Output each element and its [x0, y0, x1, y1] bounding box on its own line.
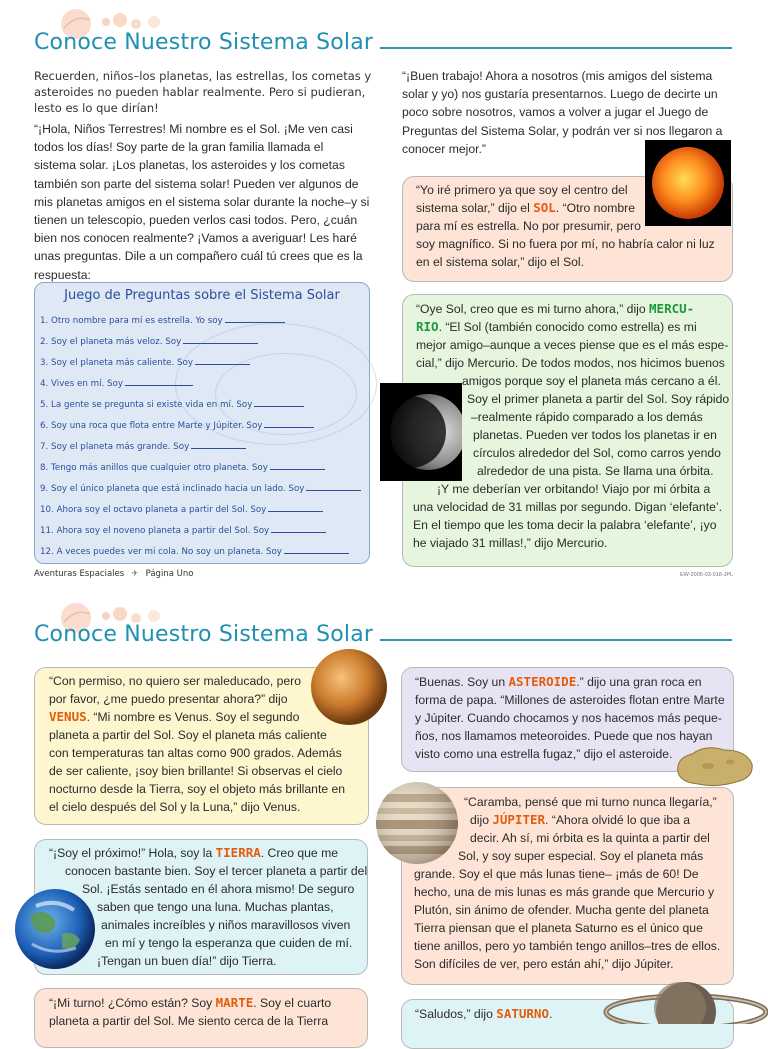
mercury-image — [380, 383, 462, 481]
mercurio-line — [416, 318, 697, 336]
quiz-question — [40, 440, 246, 452]
intro-line: lesto es lo que dirían! — [34, 101, 159, 115]
sun-speech-line: unas preguntas. Dile a un compañero cuál tú crees que es la — [34, 249, 363, 264]
sol-line-text: . “Otro nombre — [555, 201, 636, 215]
footer-code: EW-2005-03-018-JPL — [680, 572, 734, 578]
title-underline — [380, 639, 732, 641]
tierra-line: en mí y tengo la esperanza que cuiden de mí. — [105, 936, 353, 950]
jupiter-line: Son difíciles de ver, pero están ahí,” dijo Júpiter. — [414, 957, 674, 971]
asteroide-name: ASTEROIDE — [508, 674, 577, 689]
jupiter-line: decir. Ah sí, mi órbita es la quinta a partir del — [470, 831, 710, 845]
marte-speech-box — [34, 988, 368, 1048]
quiz-question — [40, 335, 258, 347]
mercurio-line: ¡Y me deberían ver orbitando! Viajo por mi órbita a — [437, 482, 711, 496]
quiz-question-text: 6. Soy una roca que flota entre Marte y Júpiter. Soy — [40, 421, 263, 431]
quiz-question — [40, 503, 323, 515]
mercurio-line: Soy el primer planeta a partir del Sol. Soy rápido — [467, 392, 730, 406]
quiz-question — [40, 545, 349, 557]
sun-speech-line: bien nos conocen realmente? ¡Vamos a averiguar! Les haré — [34, 231, 357, 246]
venus-name: VENUS — [49, 709, 87, 724]
saturn-image — [598, 978, 768, 1024]
friends-intro-line: poco sobre nosotros, vamos a volver a jugar el Juego de — [402, 105, 709, 120]
quiz-question — [40, 419, 314, 431]
saturno-line — [415, 1005, 552, 1023]
page-title: Conoce Nuestro Sistema Solar — [34, 622, 374, 647]
marte-line — [49, 994, 331, 1012]
jupiter-line: tiene anillos, pero yo también tengo anillos–tres de ellos. — [414, 939, 721, 953]
venus-line: con temperaturas tan altas como 900 grados. Además — [49, 746, 342, 760]
intro-line: Recuerden, niños–los planetas, las estrellas, los cometas y — [34, 69, 372, 83]
tierra-line: animales increíbles y niños maravillosos viven — [101, 918, 351, 932]
answer-blank[interactable] — [191, 440, 246, 449]
jupiter-line: Plutón, sin ánimo de ofender. Mucha gente del planeta — [414, 903, 709, 917]
mercurio-line: –realmente rápido comparado a los demás — [471, 410, 703, 424]
footer — [34, 569, 193, 579]
sun-speech-line: respuesta: — [34, 267, 91, 282]
tierra-name: TIERRA — [215, 845, 261, 860]
sol-line-text: sistema solar,” dijo el — [416, 201, 534, 215]
asteroid-image — [672, 742, 756, 788]
sun-image — [645, 140, 731, 226]
jupiter-line: hecho, una de mis lunas es más grande que Mercurio y — [414, 885, 715, 899]
quiz-question-text: 5. La gente se pregunta si existe vida en mí. Soy — [40, 400, 253, 410]
answer-blank[interactable] — [268, 503, 323, 512]
jupiter-line: Tierra piensan que el planeta Saturno es el único que — [414, 921, 703, 935]
tierra-line: Sol. ¡Estás sentado en él ahora mismo! De seguro — [82, 882, 355, 896]
quiz-question-text: 7. Soy el planeta más grande. Soy — [40, 442, 190, 452]
answer-blank[interactable] — [284, 545, 349, 554]
venus-line — [49, 708, 299, 726]
mercurio-line: mejor amigo–aunque a veces piense que es el más espe- — [416, 338, 729, 352]
earth-image — [12, 886, 98, 972]
venus-line-text: . “Mi nombre es Venus. Soy el segundo — [86, 710, 300, 724]
quiz-title: Juego de Preguntas sobre el Sistema Solar — [64, 288, 340, 303]
quiz-question — [40, 377, 193, 389]
sol-line: soy magnífico. Si no fuera por mí, no habría calor ni luz — [416, 237, 715, 251]
venus-line: nocturno desde la Tierra, soy el objeto más brillante en — [49, 782, 346, 796]
venus-line: de ser caliente, ¡soy bien brillante! Si observas el cielo — [49, 764, 343, 778]
quiz-question — [40, 524, 326, 536]
sol-line: “Yo iré primero ya que soy el centro del — [416, 183, 628, 197]
footer-series: Aventuras Espaciales — [34, 569, 125, 579]
jupiter-line-text: . “Ahora olvidé lo que iba a — [545, 813, 691, 827]
mercurio-line: planetas. Pueden ver todos los planetas ir en — [473, 428, 717, 442]
asteroide-line-text: “Buenas. Soy un — [415, 675, 509, 689]
answer-blank[interactable] — [125, 377, 193, 386]
sol-line: para mí es estrella. No por presumir, pero — [416, 219, 641, 233]
friends-intro-line: “¡Buen trabajo! Ahora a nosotros (mis amigos del sistema — [402, 69, 713, 83]
marte-line-text: “¡Mi turno! ¿Cómo están? Soy — [49, 996, 216, 1010]
mercurio-line — [416, 300, 694, 318]
mercurio-line: En el tiempo que les toma decir la palabra ‘elefante’, ¡yo — [413, 518, 717, 532]
mercurio-line: cial,” dijo Mercurio. De todos modos, nos hicimos buenos — [416, 356, 725, 370]
friends-intro-line: solar y yo) nos gustaría presentarnos. Luego de decirte un — [402, 87, 718, 102]
marte-line: planeta a partir del Sol. Me siento cerca de la Tierra — [49, 1014, 329, 1028]
sun-speech-line: “¡Hola, Niños Terrestres! Mi nombre es el Sol. ¡Me ven casi — [34, 122, 353, 136]
sol-line: en el sistema solar,” dijo el Sol. — [416, 255, 584, 269]
quiz-question-text: 8. Tengo más anillos que cualquier otro planeta. Soy — [40, 463, 268, 473]
quiz-question-text: 3. Soy el planeta más caliente. Soy — [40, 358, 193, 368]
answer-blank[interactable] — [225, 314, 285, 323]
mercurio-name: RIO — [416, 319, 439, 334]
answer-blank[interactable] — [264, 419, 314, 428]
jupiter-line — [470, 811, 690, 829]
satellite-icon: ✈ — [131, 569, 139, 579]
quiz-question-text: 9. Soy el único planeta que está inclinado hacia un lado. Soy — [40, 484, 305, 494]
answer-blank[interactable] — [271, 524, 326, 533]
mercurio-line: he viajado 31 millas!,” dijo Mercurio. — [413, 536, 608, 550]
tierra-line: conocen bastante bien. Soy el tercer planeta a partir del — [65, 864, 368, 878]
jupiter-name: JÚPITER — [492, 812, 546, 827]
marte-line-text: . Soy el cuarto — [253, 996, 332, 1010]
answer-blank[interactable] — [254, 398, 304, 407]
asteroide-line: forma de papa. “Millones de asteroides flotan entre Marte — [415, 693, 725, 707]
asteroide-line: visto como una estrella fugaz,” dijo el asteroide. — [415, 747, 673, 761]
mercurio-line: una velocidad de 31 millas por segundo. Digan ‘elefante’. — [413, 500, 722, 514]
friends-intro-line: Preguntas del Sistema Solar, y podrán ver si nos llegaron a — [402, 123, 723, 138]
mercurio-line-text: “Oye Sol, creo que es mi turno ahora,” dijo — [416, 302, 650, 316]
asteroide-line-text: .” dijo una gran roca en — [576, 675, 702, 689]
quiz-question — [40, 314, 285, 326]
asteroide-line — [415, 673, 702, 691]
sol-line — [416, 199, 635, 217]
saturno-name: SATURNO — [496, 1006, 549, 1021]
jupiter-line-text: dijo — [470, 813, 493, 827]
sun-speech-line: también son parte del sistema solar! Pueden ver algunos de — [34, 176, 359, 191]
venus-image — [309, 647, 389, 727]
quiz-question-text: 10. Ahora soy el octavo planeta a partir del Sol. Soy — [40, 505, 267, 515]
tierra-line-text: . Creo que me — [260, 846, 339, 860]
quiz-question-text: 11. Ahora soy el noveno planeta a partir del Sol. Soy — [40, 526, 270, 536]
asteroide-line: ños, nos llamamos meteoroides. Puede que nos hayan — [415, 729, 713, 743]
friends-intro-line: conocer mejor.” — [402, 141, 486, 156]
mercurio-line-text: . “El Sol (también conocido como estrella) es mi — [438, 320, 697, 334]
mercurio-line: alrededor de una pista. Se llama una órbita. — [477, 464, 714, 478]
quiz-question-text: 4. Vives en mí. Soy — [40, 379, 123, 389]
jupiter-image — [374, 780, 460, 866]
saturno-line-text: . — [548, 1007, 553, 1021]
tierra-line: saben que tengo una luna. Muchas plantas, — [97, 900, 334, 914]
quiz-question-text: 1. Otro nombre para mí es estrella. Yo soy — [40, 316, 223, 326]
jupiter-line: Sol, y soy super especial. Soy el planeta más — [458, 849, 704, 863]
asteroide-line: y Júpiter. Cuando chocamos y nos hacemos más peque- — [415, 711, 722, 725]
sun-speech — [34, 120, 379, 284]
intro-text — [34, 68, 384, 116]
quiz-question — [40, 398, 304, 410]
answer-blank[interactable] — [183, 335, 258, 344]
title-underline — [380, 47, 732, 49]
marte-name: MARTE — [215, 995, 254, 1010]
footer-page: Página Uno — [145, 569, 194, 579]
tierra-line: ¡Tengan un buen día!” dijo Tierra. — [97, 954, 277, 968]
saturno-line-text: “Saludos,” dijo — [415, 1007, 497, 1021]
sun-speech-line: mis planetas amigos en el sistema solar durante la noche–y si — [34, 194, 370, 209]
venus-line: planeta a partir del Sol. Soy el planeta más caliente — [49, 728, 327, 742]
sun-speech-line: sistema solar. ¡Los planetas, los asteroides y los cometas — [34, 158, 345, 173]
quiz-question — [40, 461, 325, 473]
quiz-question-text: 12. A veces puedes ver mi cola. No soy un planeta. Soy — [40, 547, 282, 557]
venus-line: “Con permiso, no quiero ser maleducado, pero — [49, 674, 302, 688]
jupiter-line: grande. Soy el que más lunas tiene– ¡más de 60! De — [414, 867, 699, 881]
jupiter-line: “Caramba, pensé que mi turno nunca llegaría,” — [464, 795, 717, 809]
page-title: Conoce Nuestro Sistema Solar — [34, 30, 374, 55]
quiz-question — [40, 482, 361, 494]
mercurio-line: círculos alrededor del Sol, como carros yendo — [473, 446, 721, 460]
answer-blank[interactable] — [270, 461, 325, 470]
answer-blank[interactable] — [195, 356, 250, 365]
sun-speech-line: tienen un telescopio, pueden verlos casi todos. Pero, ¿cuán — [34, 213, 358, 228]
mercurio-name: MERCU- — [649, 301, 695, 316]
quiz-question — [40, 356, 250, 368]
intro-line: asteroides no pueden hablar realmente. Pero si pudieran, — [34, 85, 366, 99]
mercurio-line: amigos porque soy el planeta más cercano a él. — [462, 374, 721, 388]
sun-speech-line: todos los días! Soy parte de la gran familia llamada el — [34, 140, 324, 155]
answer-blank[interactable] — [306, 482, 361, 491]
venus-line: por favor, ¿me puedo presentar ahora?” dijo — [49, 692, 288, 706]
venus-line: el cielo después del Sol y la Luna,” dijo Venus. — [49, 800, 301, 814]
tierra-line-text: “¡Soy el próximo!” Hola, soy la — [49, 846, 216, 860]
quiz-question-text: 2. Soy el planeta más veloz. Soy — [40, 337, 182, 347]
sol-name: SOL — [533, 200, 556, 215]
tierra-line — [49, 844, 338, 862]
quiz-box — [34, 282, 370, 564]
